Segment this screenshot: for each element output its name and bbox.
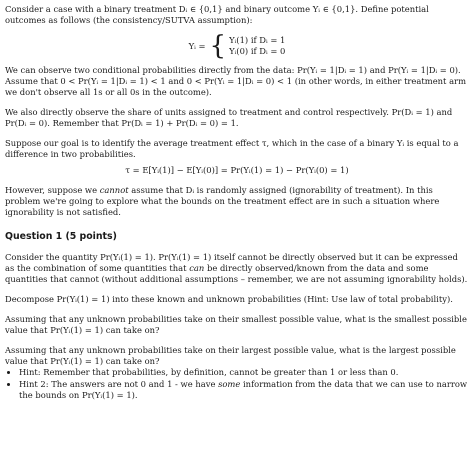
ate-equation: τ = E[Yᵢ(1)] − E[Yᵢ(0)] = Pr(Yᵢ(1) = 1) − Pr(Yᵢ(0) = 1) — [125, 165, 349, 175]
however-paragraph — [5, 185, 469, 218]
goal-paragraph: Suppose our goal is to identify the average treatment effect τ, which in the case of a binary Yᵢ is equal to a difference in two probabilities. — [5, 138, 459, 159]
hint2-text-1: Hint 2: The answers are not 0 and 1 - we have — [19, 379, 219, 389]
question-heading: Question 1 (5 points) — [5, 231, 117, 242]
decompose-paragraph: Decompose Pr(Yᵢ(1) = 1) into these known and unknown probabilities (Hint: Use law of total probability). — [5, 294, 453, 304]
however-text-2: assume that Dᵢ is randomly assigned (ignorability of treatment). In this problem we're going to explore what the bounds on the treatment effect are in such a situation where ignorability is not satisfied. — [5, 185, 440, 217]
however-emphasis: cannot — [99, 185, 129, 195]
equation-lhs: Yᵢ = — [188, 40, 206, 51]
consider-emphasis: can — [189, 263, 205, 273]
hint-list — [5, 367, 469, 401]
intro-paragraph: Consider a case with a binary treatment Dᵢ ∈ {0,1} and binary outcome Yᵢ ∈ {0,1}. Define potential outcomes as follows (the consistency/SUTVA assumption): — [5, 4, 429, 25]
hint-item-2 — [19, 379, 469, 401]
consider-text-1: Consider the quantity Pr(Yᵢ(1) = 1). Pr(Yᵢ(1) = 1) itself cannot be directly observed but it can be expressed as the combination of some quantities that — [5, 252, 458, 273]
consider-text-2: be directly observed/known from the data and some quantities that cannot (without additional assumptions – remember, we are not assuming ignorability holds). — [5, 263, 468, 284]
consider-paragraph — [5, 252, 469, 285]
potential-outcomes-equation — [5, 31, 469, 61]
observe-paragraph: We can observe two conditional probabilities directly from the data: Pr(Yᵢ = 1|Dᵢ = 1) and Pr(Yᵢ = 1|Dᵢ = 0). Assume that 0 < Pr(Yᵢ = 1|Dᵢ = 1) < 1 and 0 < Pr(Yᵢ = 1|Dᵢ = 0) < 1 (in other words, in either treatment arm we don't observe all 1s or all 0s in the outcome). — [5, 65, 467, 97]
case-treated: Yᵢ(1) if Dᵢ = 1 — [229, 35, 286, 45]
hint2-text-2: information from the data that we can use to narrow the bounds on Pr(Yᵢ(1) = 1). — [19, 379, 468, 400]
share-paragraph: We also directly observe the share of units assigned to treatment and control respectively. Pr(Dᵢ = 1) and Pr(Dᵢ = 0). Remember that Pr(Dᵢ = 1) + Pr(Dᵢ = 0) = 1. — [5, 107, 453, 128]
smallest-paragraph: Assuming that any unknown probabilities take on their smallest possible value, what is the smallest possible value that Pr(Yᵢ(1) = 1) can take on? — [5, 314, 467, 335]
largest-paragraph: Assuming that any unknown probabilities take on their largest possible value, what is the largest possible value that Pr(Yᵢ(1) = 1) can take on? — [5, 345, 456, 366]
case-control: Yᵢ(0) if Dᵢ = 0 — [229, 46, 286, 56]
hint2-emphasis: some — [218, 379, 241, 389]
equation-cases — [229, 35, 285, 57]
however-text-1: However, suppose we — [5, 185, 100, 195]
left-brace-icon: { — [209, 31, 227, 61]
hint-item-1: • Hint: Remember that probabilities, by definition, cannot be greater than 1 or less than 0. — [19, 367, 469, 378]
